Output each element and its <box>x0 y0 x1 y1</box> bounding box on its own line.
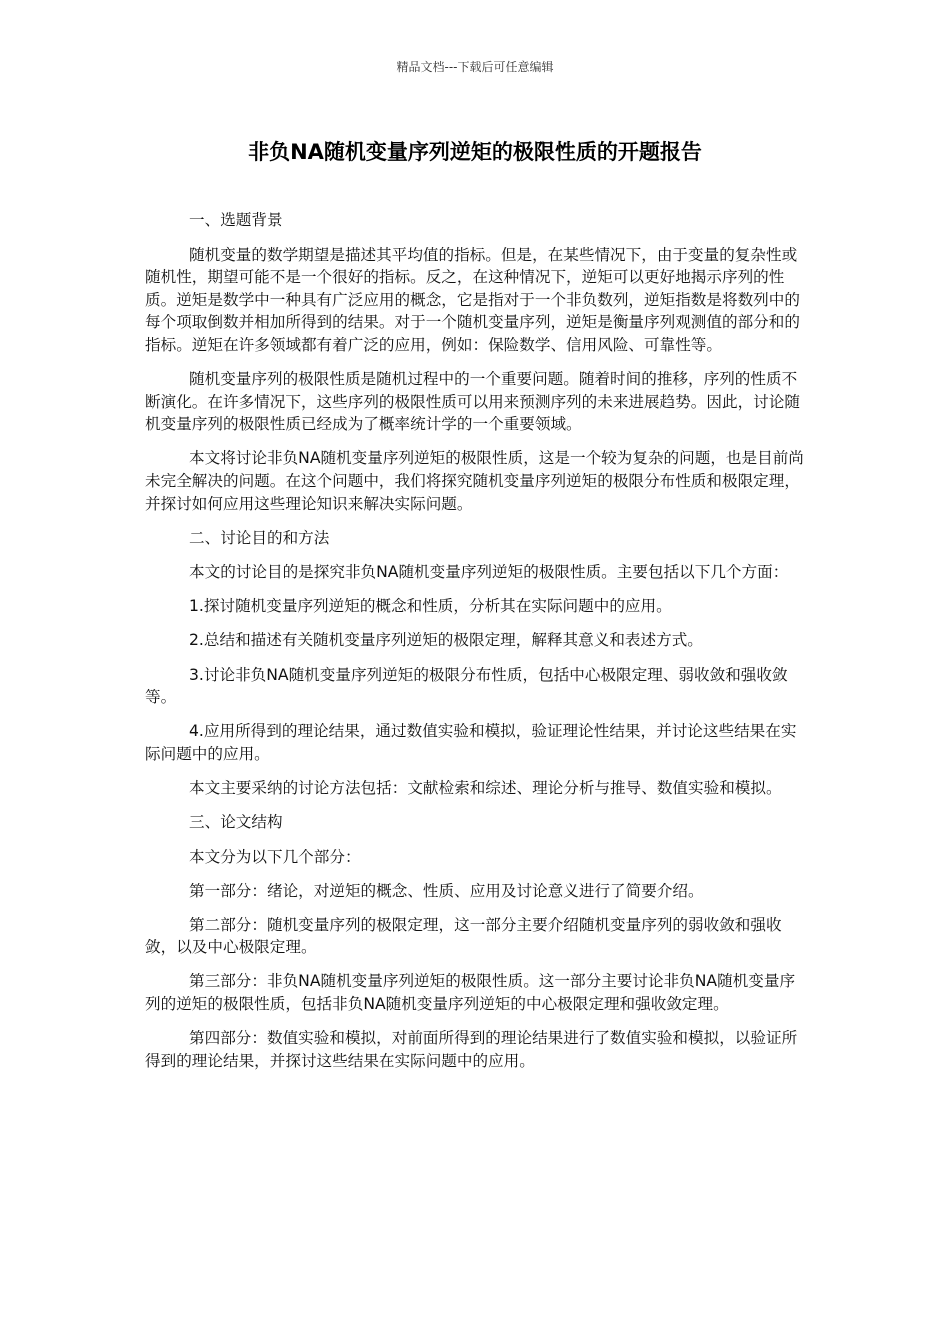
list-item: 第四部分：数值实验和模拟，对前面所得到的理论结果进行了数值实验和模拟，以验证所得到的理论结果，并探讨这些结果在实际问题中的应用。 <box>145 1029 798 1070</box>
list-item: 4.应用所得到的理论结果，通过数值实验和模拟，验证理论性结果，并讨论这些结果在实际问题中的应用。 <box>145 722 797 763</box>
header-note: 精品文档---下载后可任意编辑 <box>396 60 554 74</box>
document-body <box>145 209 807 1084</box>
paragraph: 本文将讨论非负NA随机变量序列逆矩的极限性质，这是一个较为复杂的问题，也是目前尚未完全解决的问题。在这个问题中，我们将探究随机变量序列逆矩的极限分布性质和极限定理，并探讨如何应用这些理论知识来解决实际问题。 <box>145 449 804 513</box>
list-item: 3.讨论非负NA随机变量序列逆矩的极限分布性质，包括中心极限定理、弱收敛和强收敛等。 <box>145 665 788 707</box>
list-item: 第三部分：非负NA随机变量序列逆矩的极限性质。这一部分主要讨论非负NA随机变量序列的逆矩的极限性质，包括非负NA随机变量序列逆矩的中心极限定理和强收敛定理。 <box>145 972 796 1014</box>
paragraph: 本文的讨论目的是探究非负NA随机变量序列逆矩的极限性质。主要包括以下几个方面： <box>189 563 789 582</box>
section-heading-structure: 三、论文结构 <box>189 812 283 831</box>
paragraph: 本文主要采纳的讨论方法包括：文献检索和综述、理论分析与推导、数值实验和模拟。 <box>189 778 782 797</box>
document-title: 非负NA随机变量序列逆矩的极限性质的开题报告 <box>248 140 702 164</box>
section-heading-purpose-methods: 二、讨论目的和方法 <box>189 528 330 547</box>
list-item: 1.探讨随机变量序列逆矩的概念和性质，分析其在实际问题中的应用。 <box>189 597 672 616</box>
paragraph: 随机变量序列的极限性质是随机过程中的一个重要问题。随着时间的推移，序列的性质不断演化。在许多情况下，这些序列的极限性质可以用来预测序列的未来进展趋势。因此，讨论随机变量序列的极限性质已经成为了概率统计学的一个重要领域。 <box>145 370 800 434</box>
paragraph: 本文分为以下几个部分： <box>189 847 361 866</box>
list-item: 2.总结和描述有关随机变量序列逆矩的极限定理，解释其意义和表述方式。 <box>189 631 703 650</box>
paragraph: 随机变量的数学期望是描述其平均值的指标。但是，在某些情况下，由于变量的复杂性或随机性，期望可能不是一个很好的指标。反之，在这种情况下，逆矩可以更好地揭示序列的性质。逆矩是数学中一种具有广泛应用的概念，它是指对于一个非负数列，逆矩指数是将数列中的每个项取倒数并相加所得到的结果。对于一个随机变量序列，逆矩是衡量序列观测值的部分和的指标。逆矩在许多领域都有着广泛的应用，例如：保险数学、信用风险、可靠性等。 <box>145 245 800 354</box>
list-item: 第一部分：绪论，对逆矩的概念、性质、应用及讨论意义进行了简要介绍。 <box>189 881 704 900</box>
list-item: 第二部分：随机变量序列的极限定理，这一部分主要介绍随机变量序列的弱收敛和强收敛，以及中心极限定理。 <box>145 915 782 957</box>
section-heading-background: 一、选题背景 <box>189 211 283 229</box>
